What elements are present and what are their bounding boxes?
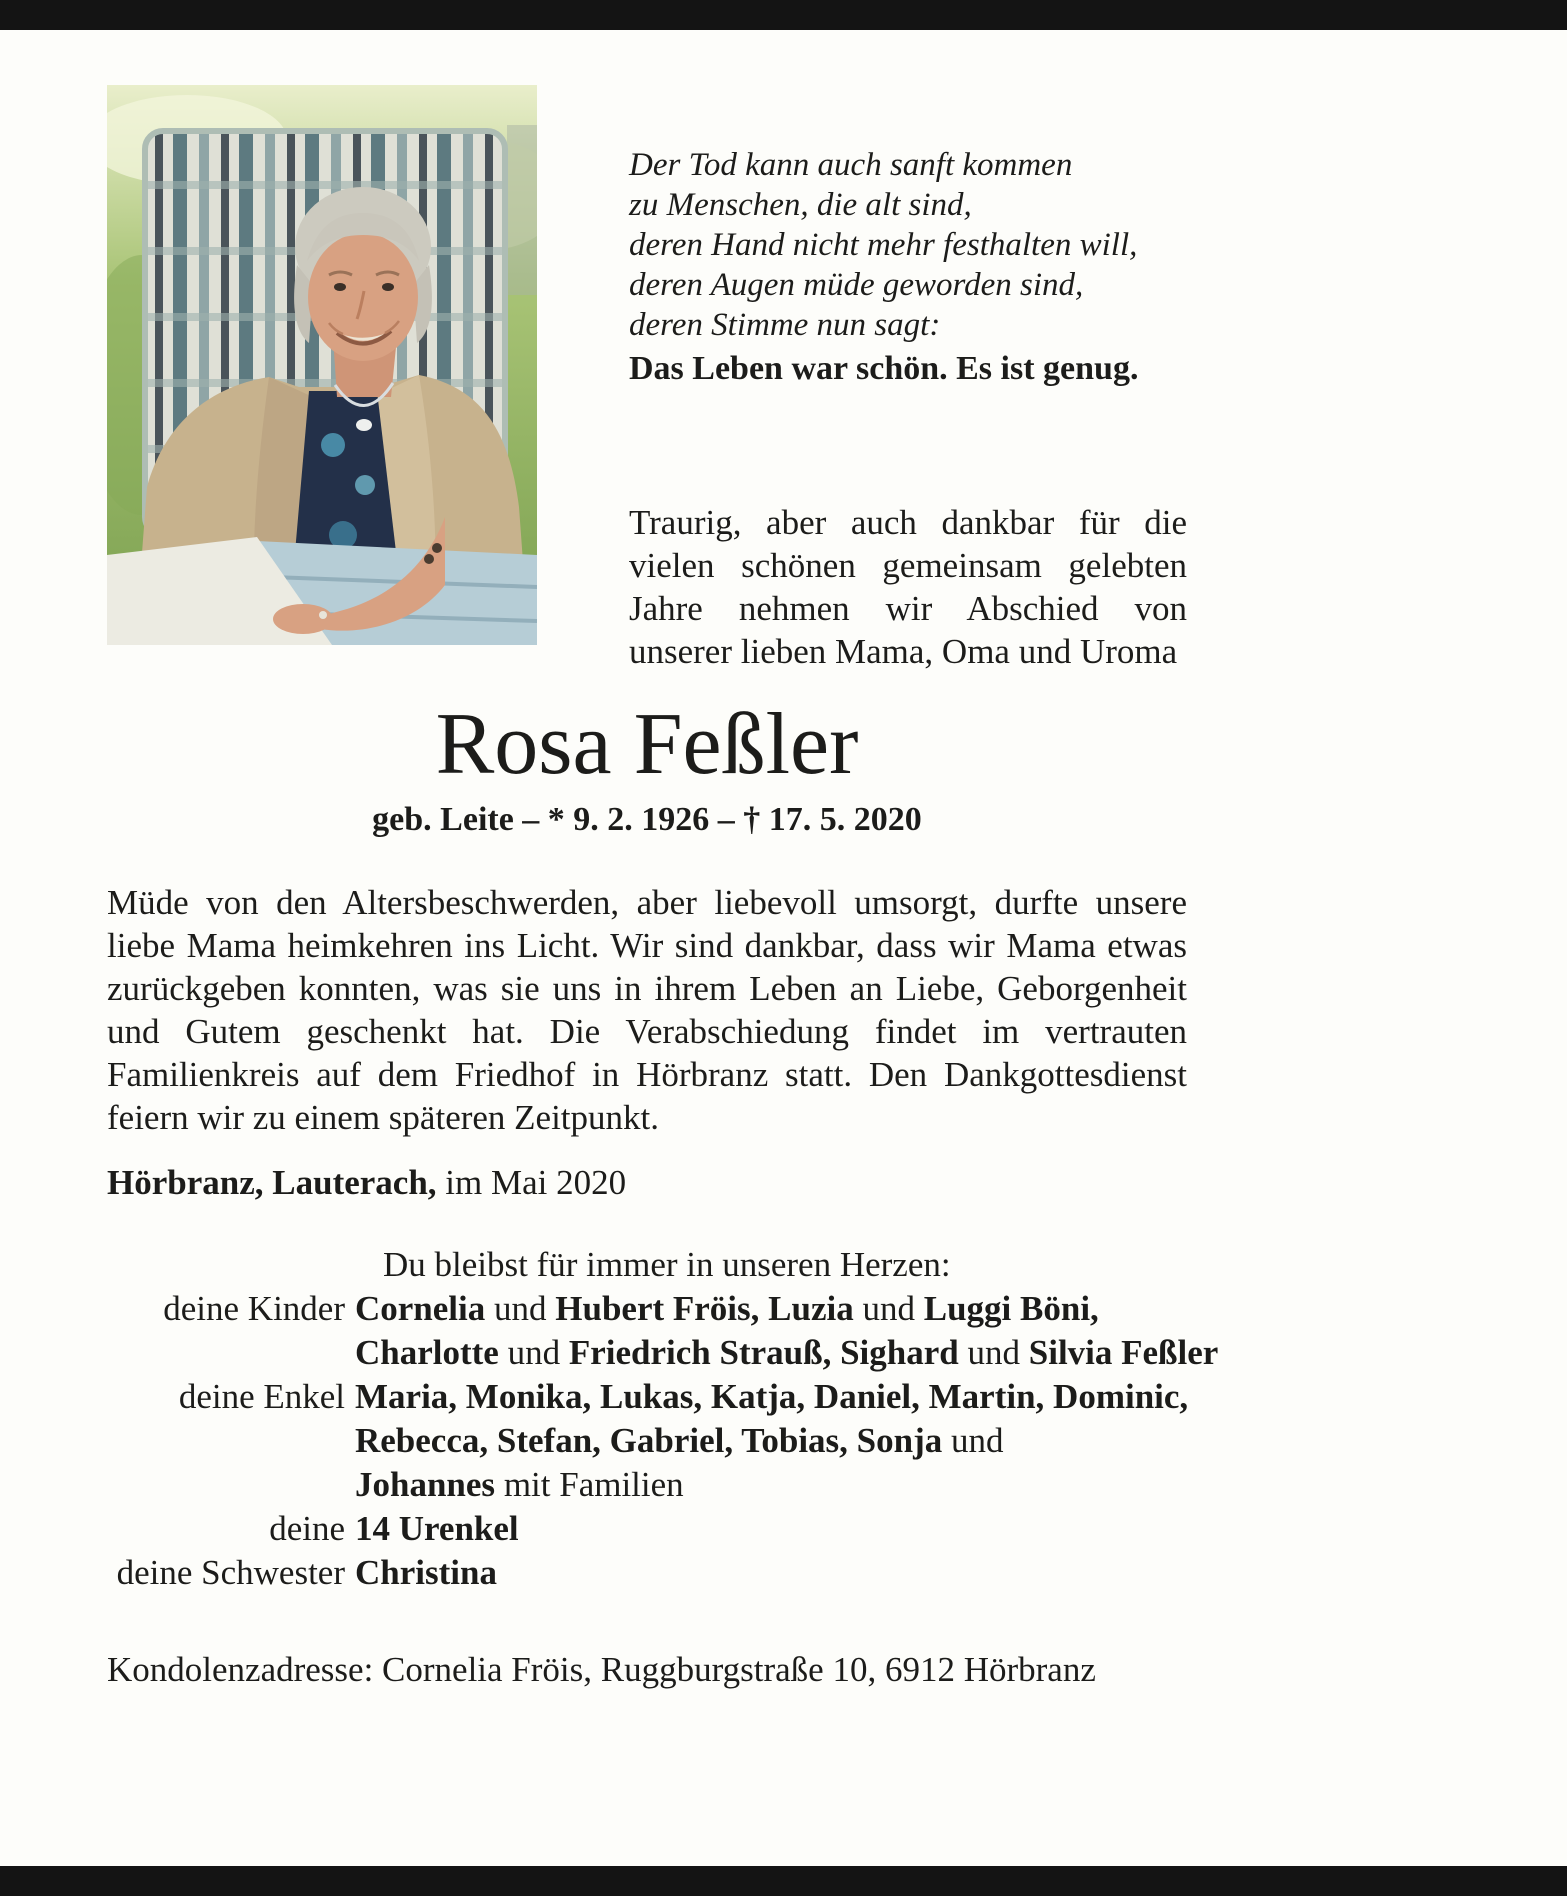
- condolence-address: Kondolenzadresse: Cornelia Fröis, Ruggburgstraße 10, 6912 Hörbranz: [107, 1650, 1096, 1690]
- portrait-photo: [107, 85, 537, 645]
- family-row-great-grandchildren: [107, 1507, 1187, 1551]
- family-line: [355, 1287, 1218, 1331]
- family-name: Maria, Monika, Lukas, Katja, Daniel, Martin, Dominic,: [355, 1377, 1189, 1417]
- dateline: [107, 1163, 1187, 1203]
- family-connector: und: [853, 1289, 924, 1329]
- family-line: [355, 1463, 1188, 1507]
- family-line: [355, 1331, 1218, 1375]
- poem-line: deren Augen müde geworden sind,: [629, 267, 1084, 303]
- family-connector: und: [485, 1289, 556, 1329]
- family-name: Silvia Feßler: [1028, 1333, 1219, 1373]
- family-label: deine Schwester: [116, 1553, 345, 1593]
- family-name: Friedrich Strauß, Sighard: [568, 1333, 959, 1373]
- family-label: deine Enkel: [178, 1377, 345, 1417]
- family-line: [355, 1419, 1188, 1463]
- family-label: deine: [269, 1509, 345, 1549]
- top-section: [107, 85, 1187, 673]
- right-column: [629, 85, 1187, 673]
- intro-paragraph: Traurig, aber auch dankbar für die vielen schönen gemeinsam gelebten Jahre nehmen wir Abschied von unserer lieben Mama, Oma und Uroma: [629, 503, 1187, 671]
- family-name: Cornelia: [355, 1289, 486, 1329]
- family-connector: und: [942, 1421, 1004, 1461]
- family-value: [355, 1507, 1187, 1551]
- portrait-illustration: [107, 85, 537, 645]
- family-name: 14 Urenkel: [355, 1509, 519, 1549]
- family-row-children: [107, 1287, 1219, 1375]
- family-row-sister: [107, 1551, 1187, 1595]
- family-name: Christina: [355, 1553, 497, 1593]
- top-border-bar: [0, 0, 1567, 30]
- family-label: deine Kinder: [163, 1289, 345, 1329]
- dateline-date: im Mai 2020: [436, 1163, 627, 1203]
- family-value: [355, 1375, 1188, 1507]
- family-row-grandchildren: [107, 1375, 1187, 1507]
- family-name: Hubert Fröis, Luzia: [555, 1289, 854, 1329]
- dateline-places: Hörbranz, Lauterach,: [107, 1163, 437, 1203]
- family-value: [355, 1287, 1218, 1375]
- birth-death-dates: geb. Leite – * 9. 2. 1926 – † 17. 5. 2020: [372, 801, 922, 839]
- family-list: [107, 1287, 1219, 1595]
- family-line: [355, 1551, 1187, 1595]
- deceased-name: Rosa Feßler: [435, 696, 859, 793]
- poem: [629, 145, 1187, 389]
- family-connector: mit Familien: [495, 1465, 684, 1505]
- obituary-text: Müde von den Altersbeschwerden, aber liebevoll umsorgt, durfte unsere liebe Mama heimkehren ins Licht. Wir sind dankbar, dass wir Mama etwas zurückgeben konnten, was sie uns in ihrem Leben an Liebe, Geborgenheit und Gutem geschenkt hat. Die Verabschiedung findet im vertrauten Familienkreis auf dem Friedhof in Hörbranz statt. Den Dankgottesdienst feiern wir zu einem späteren Zeitpunkt.: [107, 883, 1187, 1138]
- poem-closing-line: Das Leben war schön. Es ist genug.: [629, 350, 1139, 387]
- family-value: [355, 1551, 1187, 1595]
- poem-line: deren Hand nicht mehr festhalten will,: [629, 227, 1138, 263]
- family-connector: und: [498, 1333, 569, 1373]
- family-connector: und: [958, 1333, 1029, 1373]
- family-name: Luggi Böni,: [923, 1289, 1099, 1329]
- family-line: [355, 1375, 1188, 1419]
- family-name: Johannes: [355, 1465, 496, 1505]
- family-name: Rebecca, Stefan, Gabriel, Tobias, Sonja: [355, 1421, 943, 1461]
- poem-line: zu Menschen, die alt sind,: [629, 187, 972, 223]
- remembrance-line: Du bleibst für immer in unseren Herzen:: [383, 1245, 951, 1285]
- family-line: [355, 1507, 1187, 1551]
- poem-line: deren Stimme nun sagt:: [629, 307, 941, 343]
- family-name: Charlotte: [355, 1333, 499, 1373]
- bottom-border-bar: [0, 1866, 1567, 1896]
- poem-line: Der Tod kann auch sanft kommen: [629, 147, 1073, 183]
- obituary-content: [107, 30, 1219, 1690]
